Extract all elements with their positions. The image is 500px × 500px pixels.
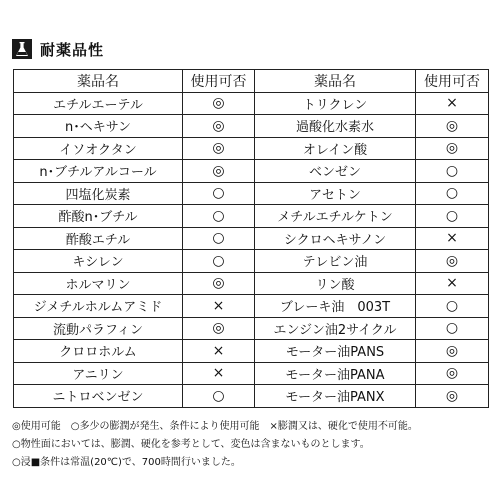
usability-right: ○ bbox=[416, 205, 489, 228]
chemical-name-left: ホルマリン bbox=[14, 272, 183, 295]
usability-left: ◎ bbox=[183, 137, 255, 160]
usability-left: ○ bbox=[183, 385, 255, 408]
usability-right: × bbox=[416, 272, 489, 295]
chemical-name-left: 四塩化炭素 bbox=[14, 182, 183, 205]
usability-right: ◎ bbox=[416, 340, 489, 363]
note-properties: ○物性面においては、膨潤、硬化を参考として、変色は含まないものとします。 bbox=[12, 439, 370, 450]
chemical-name-right: メチルエチルケトン bbox=[255, 205, 416, 228]
usability-left: ◎ bbox=[183, 272, 255, 295]
table-row bbox=[14, 272, 489, 295]
chemical-name-left: n･ブチルアルコール bbox=[14, 160, 183, 183]
note-conditions: ○浸■条件は常温(20℃)で、700時間行いました。 bbox=[12, 457, 241, 468]
usability-right: ◎ bbox=[416, 250, 489, 273]
table-row bbox=[14, 115, 489, 138]
usability-left: ◎ bbox=[183, 115, 255, 138]
usability-right: ○ bbox=[416, 182, 489, 205]
flask-icon bbox=[12, 39, 32, 59]
table-row bbox=[14, 182, 489, 205]
chemical-name-right: モーター油PANX bbox=[255, 385, 416, 408]
usability-right: × bbox=[416, 227, 489, 250]
table-row bbox=[14, 160, 489, 183]
usability-left: ◎ bbox=[183, 92, 255, 115]
usability-left: ◎ bbox=[183, 160, 255, 183]
chemical-resistance-table bbox=[13, 69, 489, 408]
table-row bbox=[14, 92, 489, 115]
chemical-name-left: クロロホルム bbox=[14, 340, 183, 363]
usability-left: ○ bbox=[183, 182, 255, 205]
usability-right: ○ bbox=[416, 317, 489, 340]
usability-right: ◎ bbox=[416, 137, 489, 160]
table-row bbox=[14, 340, 489, 363]
chemical-name-left: ニトロベンゼン bbox=[14, 385, 183, 408]
usability-right: ◎ bbox=[416, 385, 489, 408]
chemical-name-right: テレビン油 bbox=[255, 250, 416, 273]
usability-right: ◎ bbox=[416, 362, 489, 385]
table-row bbox=[14, 137, 489, 160]
note-legend: ◎使用可能 ○多少の膨潤が発生、条件により使用可能 ×膨潤又は、硬化で使用不可能。 bbox=[12, 421, 418, 432]
chemical-name-right: ブレーキ油 003T bbox=[255, 295, 416, 318]
usability-right: ○ bbox=[416, 295, 489, 318]
table-row bbox=[14, 205, 489, 228]
chemical-name-right: リン酸 bbox=[255, 272, 416, 295]
section-title: 耐薬品性 bbox=[40, 40, 105, 59]
usability-left: ○ bbox=[183, 227, 255, 250]
chemical-name-right: オレイン酸 bbox=[255, 137, 416, 160]
table-row bbox=[14, 227, 489, 250]
chemical-name-left: 酢酸エチル bbox=[14, 227, 183, 250]
chemical-name-left: イソオクタン bbox=[14, 137, 183, 160]
table-row bbox=[14, 317, 489, 340]
chemical-name-left: エチルエーテル bbox=[14, 92, 183, 115]
table-header-row bbox=[14, 70, 489, 93]
chemical-name-right: シクロヘキサノン bbox=[255, 227, 416, 250]
notes bbox=[12, 418, 418, 472]
chemical-name-left: n･ヘキサン bbox=[14, 115, 183, 138]
table-body bbox=[14, 92, 489, 407]
header-usability-left: 使用可否 bbox=[183, 70, 255, 93]
chemical-name-right: 過酸化水素水 bbox=[255, 115, 416, 138]
chemical-name-right: モーター油PANA bbox=[255, 362, 416, 385]
chemical-name-right: モーター油PANS bbox=[255, 340, 416, 363]
usability-right: × bbox=[416, 92, 489, 115]
usability-left: ○ bbox=[183, 250, 255, 273]
usability-left: × bbox=[183, 362, 255, 385]
table-row bbox=[14, 385, 489, 408]
header-chemical-name-left: 薬品名 bbox=[14, 70, 183, 93]
header-usability-right: 使用可否 bbox=[416, 70, 489, 93]
usability-left: × bbox=[183, 340, 255, 363]
usability-left: ◎ bbox=[183, 317, 255, 340]
header-chemical-name-right: 薬品名 bbox=[255, 70, 416, 93]
usability-left: × bbox=[183, 295, 255, 318]
chemical-name-right: アセトン bbox=[255, 182, 416, 205]
chemical-name-left: アニリン bbox=[14, 362, 183, 385]
usability-right: ○ bbox=[416, 160, 489, 183]
chemical-name-right: ベンゼン bbox=[255, 160, 416, 183]
usability-right: ◎ bbox=[416, 115, 489, 138]
table-row bbox=[14, 295, 489, 318]
chemical-name-left: 流動パラフィン bbox=[14, 317, 183, 340]
chemical-name-right: エンジン油2サイクル bbox=[255, 317, 416, 340]
chemical-name-right: トリクレン bbox=[255, 92, 416, 115]
table-row bbox=[14, 250, 489, 273]
chemical-name-left: 酢酸n･ブチル bbox=[14, 205, 183, 228]
chemical-name-left: キシレン bbox=[14, 250, 183, 273]
section-header bbox=[12, 38, 104, 60]
table-row bbox=[14, 362, 489, 385]
usability-left: ○ bbox=[183, 205, 255, 228]
chemical-name-left: ジメチルホルムアミド bbox=[14, 295, 183, 318]
